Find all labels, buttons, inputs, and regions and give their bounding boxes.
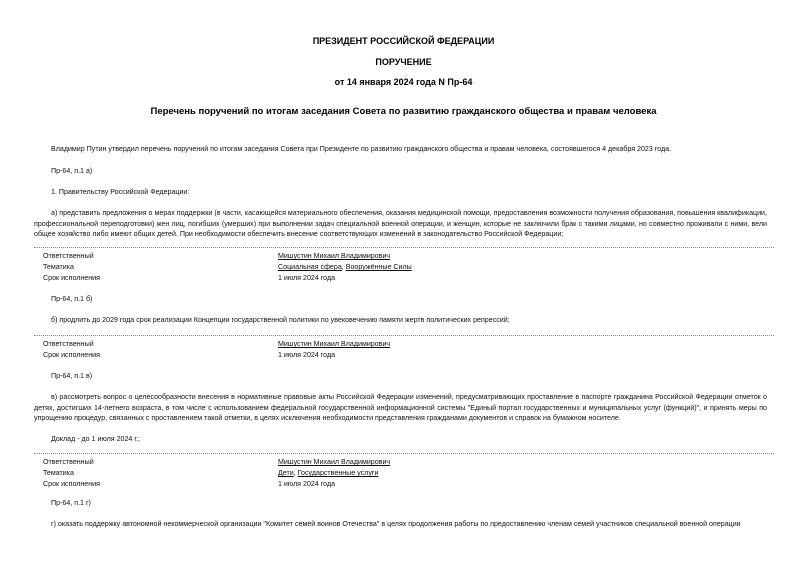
deadline-value: 1 июля 2024 года [278, 480, 336, 488]
label-responsible: Ответственный [43, 340, 94, 348]
document-org: ПРЕЗИДЕНТ РОССИЙСКОЙ ФЕДЕРАЦИИ [312, 36, 495, 46]
item-text: в) рассмотреть вопрос о целесообразности внесения в нормативные правовые акты Российской Федерации изменений, предусматривающих проставление в паспорте гражданина Российской Федерации отметок о детях, достигших 14-летнего возраста, в том числе с использованием федеральной государственной информационной системы "Единый портал государственных и муниципальных услуг (функций)", и принять меры по упрощению процедур, связанных с проставлением такой отметки, в целях исключения необходимости представления гражданами документов и справок на бумажном носителе. [34, 393, 767, 422]
item-ref: Пр-64, п.1 б) [51, 295, 93, 303]
label-responsible: Ответственный [43, 458, 94, 466]
item-ref: Пр-64, п.1 в) [51, 372, 93, 380]
deadline-value: 1 июля 2024 года [278, 274, 336, 282]
label-theme: Тематика [43, 263, 74, 271]
document-title: Перечень поручений по итогам заседания Совета по развитию гражданского общества и правам человека [150, 106, 657, 117]
item-text: г) оказать поддержку автономной некоммерческой организации "Комитет семей воинов Отечества" в целях продолжения работы по предоставлению членам семей участников специальной военной операции [51, 520, 741, 528]
theme-list: Дети, Государственные услуги [278, 469, 379, 477]
deadline-value: 1 июля 2024 года [278, 351, 336, 359]
theme-link[interactable]: Дети [278, 469, 294, 477]
label-deadline: Срок исполнения [43, 351, 100, 359]
item-text: а) представить предложения о мерах поддержки (в части, касающейся материального обеспечения, оказания медицинской помощи, предоставления возможности получения образования, повышения квалификации, профессиональной переподготовки) жен лиц, погибших (умерших) при выполнении задач специальной военной операции, и женщин, которые не заключили брак с такими лицами, но совместно проживали с ними, вели общее хозяйство либо имеют общих детей. При необходимости обеспечить внесение соответствующих изменений в законодательство Российской Федерации; [34, 209, 767, 238]
label-deadline: Срок исполнения [43, 480, 100, 488]
responsible-link[interactable]: Мишустин Михаил Владимирович [278, 252, 391, 260]
item-ref: Пр-64, п.1 г) [51, 499, 91, 507]
divider [34, 247, 774, 248]
theme-link[interactable]: Вооружённые Силы [345, 263, 412, 271]
theme-link[interactable]: Социальная сфера [278, 263, 342, 271]
item-report: Доклад - до 1 июля 2024 г.; [51, 435, 141, 443]
item-subheading: 1. Правительству Российской Федерации: [51, 188, 190, 196]
intro-paragraph: Владимир Путин утвердил перечень поручений по итогам заседания Совета при Президенте по развитию гражданского общества и правам человека, состоявшегося 4 декабря 2023 года. [51, 145, 672, 153]
responsible-link[interactable]: Мишустин Михаил Владимирович [278, 340, 391, 348]
responsible-link[interactable]: Мишустин Михаил Владимирович [278, 458, 391, 466]
label-responsible: Ответственный [43, 252, 94, 260]
divider [34, 335, 774, 336]
divider [34, 453, 774, 454]
label-theme: Тематика [43, 469, 74, 477]
label-deadline: Срок исполнения [43, 274, 100, 282]
theme-link[interactable]: Государственные услуги [297, 469, 379, 477]
item-text: б) продлить до 2029 года срок реализации Концепции государственной политики по увековечению памяти жертв политических репрессий; [51, 316, 510, 324]
theme-list: Социальная сфера, Вооружённые Силы [278, 263, 412, 271]
document-type: ПОРУЧЕНИЕ [375, 57, 432, 67]
document-date-number: от 14 января 2024 года N Пр-64 [334, 77, 473, 87]
item-ref: Пр-64, п.1 а) [51, 167, 93, 175]
